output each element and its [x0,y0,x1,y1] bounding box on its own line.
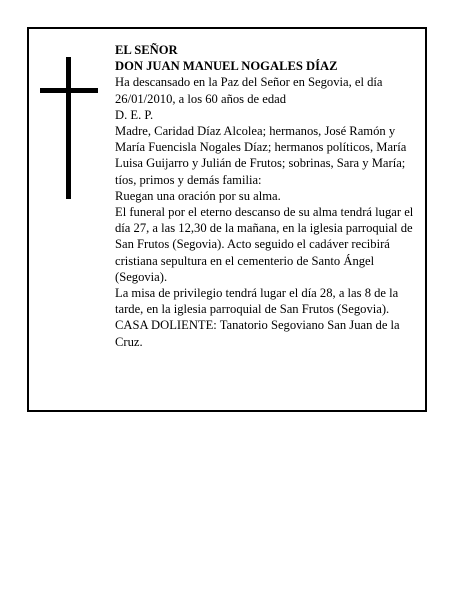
funeral-home: CASA DOLIENTE: Tanatorio Segoviano San Juan de la Cruz. [115,318,400,349]
family-list: Madre, Caridad Díaz Alcolea; hermanos, José Ramón y María Fuencisla Nogales Díaz; hermanos políticos, María Luisa Guijarro y Julián de Frutos; sobrinas, Sara y María; tíos, primos y demás familia: [115,124,407,187]
funeral-details: El funeral por el eterno descanso de su alma tendrá lugar el día 27, a las 12,30 de la mañana, en la iglesia parroquial de San Frutos (Segovia). Acto seguido el cadáver recibirá cristiana sepultura en el cementerio de Santo Ángel (Segovia). [115,205,414,284]
cross-icon [40,57,98,199]
obituary-notice [27,27,427,412]
cross-vertical-bar [66,57,71,199]
prayer-request: Ruegan una oración por su alma. [115,188,281,203]
death-announcement: Ha descansado en la Paz del Señor en Segovia, el día 26/01/2010, a los 60 años de edad [115,75,383,106]
deceased-name: DON JUAN MANUEL NOGALES DÍAZ [115,59,338,74]
cross-horizontal-bar [40,88,98,93]
memorial-mass-details: La misa de privilegio tendrá lugar el día 28, a las 8 de la tarde, en la iglesia parroquial de San Frutos (Segovia). [115,286,399,317]
notice-title: EL SEÑOR [115,43,178,57]
notice-text [115,42,425,350]
rest-in-peace: D. E. P. [115,107,154,122]
